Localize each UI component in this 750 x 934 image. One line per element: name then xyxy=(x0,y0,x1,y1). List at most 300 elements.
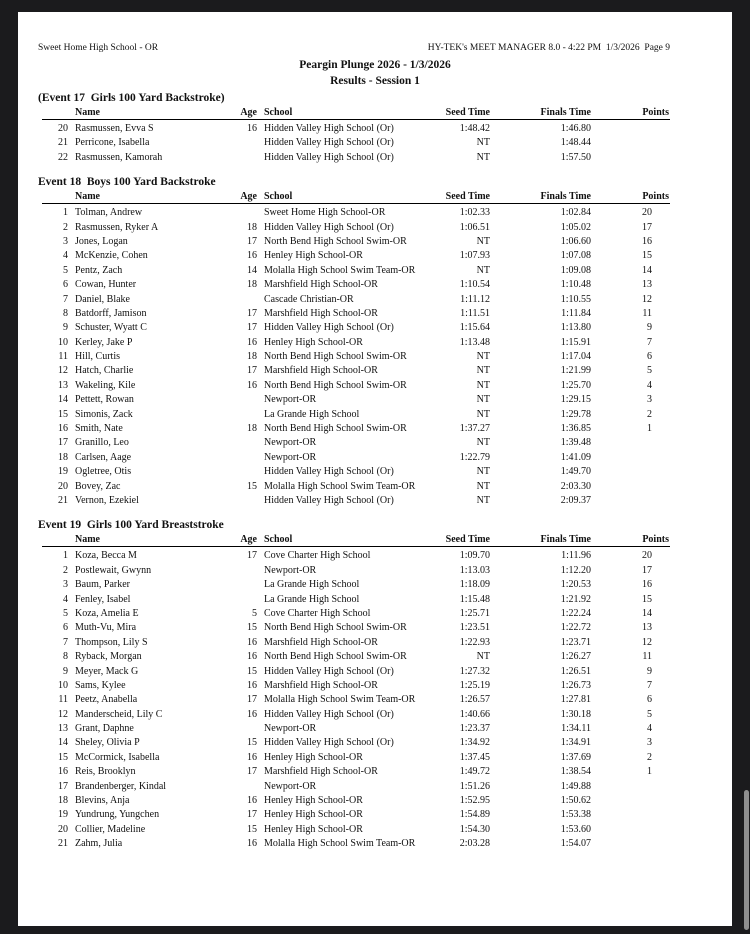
age-cell xyxy=(231,151,257,165)
points-column-header: Points xyxy=(642,191,669,203)
seed-time-cell: 1:37.27 xyxy=(459,423,490,435)
school-cell: Hidden Valley High School (Or) xyxy=(264,137,394,149)
finals-time-cell: 2:03.30 xyxy=(560,480,591,492)
points-cell: 16 xyxy=(642,235,652,247)
finals-time-cell: 1:50.62 xyxy=(560,795,591,807)
place-cell: 4 xyxy=(63,250,68,262)
place-cell: 5 xyxy=(63,264,68,276)
school-cell: Hidden Valley High School (Or) xyxy=(264,151,394,163)
age-cell: 17 xyxy=(247,809,257,821)
place-cell: 14 xyxy=(58,737,68,749)
finals-time-cell: 1:34.11 xyxy=(561,723,591,735)
seed-time-cell: 1:07.93 xyxy=(459,250,490,262)
school-cell: Molalla High School Swim Team-OR xyxy=(264,264,416,276)
result-row xyxy=(42,679,652,693)
points-cell xyxy=(591,808,652,822)
place-cell: 16 xyxy=(58,766,68,778)
result-row xyxy=(42,780,652,794)
finals-time-cell: 1:06.60 xyxy=(560,235,591,247)
seed-time-cell: NT xyxy=(476,466,490,478)
age-cell xyxy=(231,206,257,220)
name-cell: Cowan, Hunter xyxy=(75,279,137,291)
name-cell: Blevins, Anja xyxy=(75,795,130,807)
school-cell: Newport-OR xyxy=(264,437,317,449)
team-header: Sweet Home High School - OR xyxy=(38,43,159,53)
age-cell: 15 xyxy=(247,665,257,677)
finals-time-cell: 1:49.88 xyxy=(560,780,591,792)
age-cell xyxy=(231,593,257,607)
points-cell: 3 xyxy=(647,394,652,406)
school-cell: Newport-OR xyxy=(264,723,317,735)
place-cell: 21 xyxy=(58,137,68,149)
meet-title: Peargin Plunge 2026 - 1/3/2026 xyxy=(299,59,451,71)
school-cell: La Grande High School xyxy=(264,593,360,605)
seed-time-cell: NT xyxy=(476,235,490,247)
name-cell: Postlewait, Gwynn xyxy=(75,564,152,576)
school-cell: La Grande High School xyxy=(264,579,360,591)
age-cell: 16 xyxy=(247,379,257,391)
school-cell: Newport-OR xyxy=(264,564,317,576)
name-cell: Baum, Parker xyxy=(75,579,130,591)
age-cell xyxy=(231,564,257,578)
event-title: (Event 17 Girls 100 Yard Backstroke) xyxy=(38,92,225,104)
age-cell xyxy=(231,136,257,150)
event-title: Event 19 Girls 100 Yard Breaststroke xyxy=(38,519,224,532)
seed-time-cell: 1:48.42 xyxy=(459,123,490,134)
age-cell: 17 xyxy=(247,766,257,778)
points-cell: 16 xyxy=(642,579,652,591)
points-cell: 9 xyxy=(647,665,652,677)
age-cell: 15 xyxy=(247,823,257,835)
school-cell: Hidden Valley High School (Or) xyxy=(264,708,394,720)
points-cell xyxy=(591,151,652,165)
place-cell: 19 xyxy=(58,809,68,821)
name-column-header: Name xyxy=(75,191,100,203)
school-cell: Marshfield High School-OR xyxy=(264,307,378,319)
school-cell: Hidden Valley High School (Or) xyxy=(264,322,394,334)
school-cell: Cove Charter High School xyxy=(264,607,371,619)
finals-time-cell: 1:53.38 xyxy=(560,809,591,821)
place-cell: 20 xyxy=(58,480,68,492)
seed-time-cell: 1:34.92 xyxy=(459,737,490,749)
age-cell: 15 xyxy=(247,737,257,749)
school-cell: Newport-OR xyxy=(264,451,317,463)
name-cell: Hill, Curtis xyxy=(75,351,121,363)
seed-time-cell: NT xyxy=(476,651,490,663)
place-cell: 15 xyxy=(58,408,68,420)
school-cell: Hidden Valley High School (Or) xyxy=(264,665,394,677)
result-row xyxy=(42,494,652,508)
finals-time-cell: 1:54.07 xyxy=(560,838,591,850)
finals-time-cell: 1:22.72 xyxy=(560,622,591,634)
name-cell: Smith, Nate xyxy=(75,423,123,435)
seed-time-cell: NT xyxy=(476,480,490,492)
finals-time-cell: 1:36.85 xyxy=(560,423,591,435)
result-row xyxy=(42,480,652,494)
age-cell xyxy=(231,780,257,794)
school-cell: Cascade Christian-OR xyxy=(264,293,354,305)
result-row xyxy=(42,736,652,750)
place-cell: 13 xyxy=(58,379,68,391)
event-section xyxy=(38,175,670,508)
finals-time-cell: 1:29.78 xyxy=(560,408,591,420)
seed-time-column-header: Seed Time xyxy=(445,191,490,203)
result-row xyxy=(42,693,652,707)
finals-time-column-header: Finals Time xyxy=(540,107,591,118)
name-cell: Jones, Logan xyxy=(75,235,128,247)
seed-time-column-header: Seed Time xyxy=(445,107,490,118)
seed-time-cell: 1:51.26 xyxy=(459,780,490,792)
name-cell: Manderscheid, Lily C xyxy=(75,708,163,720)
scrollbar-thumb[interactable] xyxy=(744,790,749,930)
age-cell: 16 xyxy=(247,838,257,850)
seed-time-cell: 1:25.71 xyxy=(459,607,490,619)
finals-time-cell: 1:21.92 xyxy=(560,593,591,605)
points-cell: 7 xyxy=(647,336,652,348)
points-cell: 15 xyxy=(642,593,652,605)
name-cell: McCormick, Isabella xyxy=(75,751,160,763)
school-cell: North Bend High School Swim-OR xyxy=(264,651,407,663)
school-cell: Hidden Valley High School (Or) xyxy=(264,123,394,134)
place-cell: 20 xyxy=(58,123,68,134)
place-column-header xyxy=(42,190,68,203)
name-cell: Collier, Madeline xyxy=(75,823,146,835)
school-cell: Marshfield High School-OR xyxy=(264,766,378,778)
seed-time-cell: NT xyxy=(476,351,490,363)
points-cell: 12 xyxy=(642,636,652,648)
finals-time-cell: 1:21.99 xyxy=(560,365,591,377)
points-cell: 17 xyxy=(642,221,652,233)
name-cell: Grant, Daphne xyxy=(75,723,134,735)
name-cell: Hatch, Charlie xyxy=(75,365,134,377)
seed-time-cell: 1:25.19 xyxy=(459,679,490,691)
results-table xyxy=(42,533,670,851)
name-cell: Wakeling, Kile xyxy=(75,379,136,391)
finals-time-cell: 1:07.08 xyxy=(560,250,591,262)
seed-time-column-header: Seed Time xyxy=(445,534,490,546)
finals-time-cell: 1:25.70 xyxy=(560,379,591,391)
result-row xyxy=(42,422,652,436)
name-cell: Vernon, Ezekiel xyxy=(75,494,139,506)
points-cell: 4 xyxy=(647,723,652,735)
place-cell: 11 xyxy=(58,694,68,706)
finals-time-column-header: Finals Time xyxy=(540,191,591,203)
name-cell: Fenley, Isabel xyxy=(75,593,131,605)
name-cell: Reis, Brooklyn xyxy=(75,766,136,778)
finals-time-cell: 1:38.54 xyxy=(560,766,591,778)
seed-time-cell: 1:49.72 xyxy=(459,766,490,778)
age-cell: 16 xyxy=(247,795,257,807)
school-cell: Hidden Valley High School (Or) xyxy=(264,494,394,506)
result-row xyxy=(42,465,652,479)
age-column-header: Age xyxy=(240,534,257,546)
points-cell xyxy=(591,494,652,508)
finals-time-cell: 1:46.80 xyxy=(560,123,591,134)
event-section xyxy=(38,518,670,851)
age-cell xyxy=(231,393,257,407)
school-cell: North Bend High School Swim-OR xyxy=(264,235,407,247)
name-cell: McKenzie, Cohen xyxy=(75,250,148,262)
result-row xyxy=(42,823,652,837)
seed-time-cell: 1:40.66 xyxy=(459,708,490,720)
finals-time-cell: 1:09.08 xyxy=(560,264,591,276)
place-cell: 3 xyxy=(63,579,68,591)
result-row xyxy=(42,564,652,578)
school-cell: Hidden Valley High School (Or) xyxy=(264,221,394,233)
place-cell: 10 xyxy=(58,336,68,348)
finals-time-cell: 1:26.73 xyxy=(560,679,591,691)
result-row xyxy=(42,235,652,249)
school-cell: Henley High School-OR xyxy=(264,751,363,763)
finals-time-cell: 1:12.20 xyxy=(560,564,591,576)
seed-time-cell: 1:22.93 xyxy=(459,636,490,648)
name-cell: Carlsen, Aage xyxy=(75,451,132,463)
age-cell: 16 xyxy=(247,651,257,663)
school-cell: Henley High School-OR xyxy=(264,809,363,821)
place-cell: 5 xyxy=(63,607,68,619)
name-cell: Bovey, Zac xyxy=(75,480,121,492)
finals-time-cell: 1:26.51 xyxy=(560,665,591,677)
place-column-header xyxy=(42,106,68,119)
name-cell: Meyer, Mack G xyxy=(75,665,139,677)
result-row xyxy=(42,578,652,592)
place-cell: 6 xyxy=(63,279,68,291)
points-cell: 11 xyxy=(642,651,652,663)
name-cell: Sams, Kylee xyxy=(75,679,126,691)
age-cell: 16 xyxy=(247,751,257,763)
result-row xyxy=(42,751,652,765)
place-cell: 11 xyxy=(58,351,68,363)
place-cell: 9 xyxy=(63,665,68,677)
points-cell: 20 xyxy=(642,207,652,219)
finals-time-cell: 1:10.48 xyxy=(560,279,591,291)
name-cell: Yundrung, Yungchen xyxy=(75,809,160,821)
age-cell: 16 xyxy=(247,250,257,262)
school-cell: Molalla High School Swim Team-OR xyxy=(264,838,416,850)
school-cell: Cove Charter High School xyxy=(264,550,371,562)
points-cell: 20 xyxy=(642,550,652,562)
result-row xyxy=(42,722,652,736)
result-row xyxy=(42,151,652,165)
name-cell: Perricone, Isabella xyxy=(75,137,150,149)
result-row xyxy=(42,379,652,393)
school-cell: Henley High School-OR xyxy=(264,336,363,348)
age-cell: 16 xyxy=(247,636,257,648)
event-section xyxy=(38,91,670,165)
seed-time-cell: 1:02.33 xyxy=(459,207,490,219)
age-cell: 18 xyxy=(247,221,257,233)
session-subtitle: Results - Session 1 xyxy=(330,75,420,87)
column-header-row xyxy=(42,106,670,120)
school-cell: Henley High School-OR xyxy=(264,250,363,262)
result-row xyxy=(42,321,652,335)
points-cell xyxy=(591,837,652,851)
place-cell: 20 xyxy=(58,823,68,835)
school-cell: Newport-OR xyxy=(264,780,317,792)
name-cell: Peetz, Anabella xyxy=(75,694,138,706)
place-cell: 7 xyxy=(63,636,68,648)
age-cell: 17 xyxy=(247,694,257,706)
age-cell: 18 xyxy=(247,351,257,363)
school-cell: Sweet Home High School-OR xyxy=(264,207,386,219)
seed-time-cell: 2:03.28 xyxy=(459,838,490,850)
finals-time-cell: 1:48.44 xyxy=(560,137,591,149)
points-cell: 3 xyxy=(647,737,652,749)
name-cell: Ryback, Morgan xyxy=(75,651,142,663)
finals-time-cell: 1:37.69 xyxy=(560,751,591,763)
age-cell xyxy=(231,465,257,479)
results-table xyxy=(42,106,670,165)
seed-time-cell: NT xyxy=(476,151,490,163)
name-cell: Koza, Amelia E xyxy=(75,607,139,619)
points-cell: 4 xyxy=(647,379,652,391)
column-header-row xyxy=(42,190,670,204)
place-cell: 6 xyxy=(63,622,68,634)
name-cell: Brandenberger, Kindal xyxy=(75,780,167,792)
finals-time-cell: 1:11.84 xyxy=(561,307,591,319)
school-cell: Marshfield High School-OR xyxy=(264,636,378,648)
points-cell xyxy=(591,480,652,494)
place-cell: 16 xyxy=(58,423,68,435)
name-cell: Rasmussen, Ryker A xyxy=(75,221,159,233)
report-meta xyxy=(18,42,732,54)
finals-time-cell: 1:41.09 xyxy=(560,451,591,463)
school-cell: Henley High School-OR xyxy=(264,823,363,835)
name-cell: Thompson, Lily S xyxy=(75,636,148,648)
result-row xyxy=(42,408,652,422)
seed-time-cell: NT xyxy=(476,137,490,149)
name-cell: Koza, Becca M xyxy=(75,550,137,562)
result-row xyxy=(42,264,652,278)
school-cell: La Grande High School xyxy=(264,408,360,420)
result-row xyxy=(42,364,652,378)
result-row xyxy=(42,307,652,321)
points-cell xyxy=(591,436,652,450)
result-row xyxy=(42,607,652,621)
name-cell: Kerley, Jake P xyxy=(75,336,133,348)
seed-time-cell: 1:23.51 xyxy=(459,622,490,634)
result-row xyxy=(42,650,652,664)
points-cell: 14 xyxy=(642,264,652,276)
points-cell: 5 xyxy=(647,708,652,720)
place-cell: 1 xyxy=(63,550,68,562)
seed-time-cell: 1:54.30 xyxy=(459,823,490,835)
result-row xyxy=(42,708,652,722)
seed-time-cell: 1:15.48 xyxy=(459,593,490,605)
points-cell xyxy=(591,823,652,837)
place-cell: 2 xyxy=(63,564,68,576)
finals-time-cell: 1:11.96 xyxy=(561,550,591,562)
seed-time-cell: 1:09.70 xyxy=(459,550,490,562)
name-cell: Daniel, Blake xyxy=(75,293,130,305)
points-cell: 6 xyxy=(647,694,652,706)
place-cell: 17 xyxy=(58,780,68,792)
age-cell: 18 xyxy=(247,279,257,291)
points-cell: 17 xyxy=(642,564,652,576)
name-cell: Granillo, Leo xyxy=(75,437,129,449)
finals-time-cell: 2:09.37 xyxy=(560,494,591,506)
name-cell: Rasmussen, Kamorah xyxy=(75,151,163,163)
place-cell: 21 xyxy=(58,838,68,850)
finals-time-cell: 1:17.04 xyxy=(560,351,591,363)
place-cell: 12 xyxy=(58,708,68,720)
result-row xyxy=(42,336,652,350)
place-cell: 4 xyxy=(63,593,68,605)
result-row xyxy=(42,393,652,407)
points-cell: 14 xyxy=(642,607,652,619)
age-cell: 16 xyxy=(247,708,257,720)
points-cell: 13 xyxy=(642,622,652,634)
name-cell: Rasmussen, Evva S xyxy=(75,123,154,134)
age-column-header: Age xyxy=(240,191,257,203)
result-row xyxy=(42,593,652,607)
points-cell: 13 xyxy=(642,279,652,291)
school-column-header: School xyxy=(264,191,293,203)
finals-time-cell: 1:53.60 xyxy=(560,823,591,835)
age-cell: 16 xyxy=(247,123,257,134)
finals-time-cell: 1:27.81 xyxy=(560,694,591,706)
place-cell: 3 xyxy=(63,235,68,247)
place-cell: 9 xyxy=(63,322,68,334)
school-cell: Molalla High School Swim Team-OR xyxy=(264,480,416,492)
finals-time-cell: 1:10.55 xyxy=(560,293,591,305)
name-cell: Batdorff, Jamison xyxy=(75,307,147,319)
place-cell: 18 xyxy=(58,451,68,463)
age-cell: 5 xyxy=(252,607,257,619)
place-cell: 8 xyxy=(63,307,68,319)
seed-time-cell: NT xyxy=(476,394,490,406)
result-row xyxy=(42,249,652,263)
result-row xyxy=(42,122,652,136)
school-cell: Hidden Valley High School (Or) xyxy=(264,466,394,478)
points-cell: 2 xyxy=(647,408,652,420)
points-cell: 1 xyxy=(647,423,652,435)
seed-time-cell: NT xyxy=(476,264,490,276)
seed-time-cell: 1:23.37 xyxy=(459,723,490,735)
results-table xyxy=(42,190,670,508)
result-row xyxy=(42,221,652,235)
result-row xyxy=(42,837,652,851)
finals-time-cell: 1:02.84 xyxy=(560,207,591,219)
age-cell xyxy=(231,451,257,465)
finals-time-cell: 1:22.24 xyxy=(560,607,591,619)
finals-time-cell: 1:13.80 xyxy=(560,322,591,334)
result-row xyxy=(42,451,652,465)
age-cell xyxy=(231,408,257,422)
result-row xyxy=(42,794,652,808)
age-cell xyxy=(231,494,257,508)
points-cell xyxy=(591,794,652,808)
seed-time-cell: NT xyxy=(476,494,490,506)
name-cell: Schuster, Wyatt C xyxy=(75,322,147,334)
seed-time-cell: 1:10.54 xyxy=(459,279,490,291)
seed-time-cell: 1:37.45 xyxy=(459,751,490,763)
finals-time-cell: 1:57.50 xyxy=(560,151,591,163)
finals-time-cell: 1:15.91 xyxy=(560,336,591,348)
points-cell: 12 xyxy=(642,293,652,305)
school-cell: Marshfield High School-OR xyxy=(264,279,378,291)
result-row xyxy=(42,350,652,364)
result-row xyxy=(42,808,652,822)
finals-time-cell: 1:23.71 xyxy=(560,636,591,648)
seed-time-cell: 1:54.89 xyxy=(459,809,490,821)
finals-time-cell: 1:05.02 xyxy=(560,221,591,233)
place-cell: 13 xyxy=(58,723,68,735)
seed-time-cell: 1:13.48 xyxy=(459,336,490,348)
school-cell: Marshfield High School-OR xyxy=(264,679,378,691)
school-cell: Henley High School-OR xyxy=(264,795,363,807)
school-cell: Newport-OR xyxy=(264,394,317,406)
